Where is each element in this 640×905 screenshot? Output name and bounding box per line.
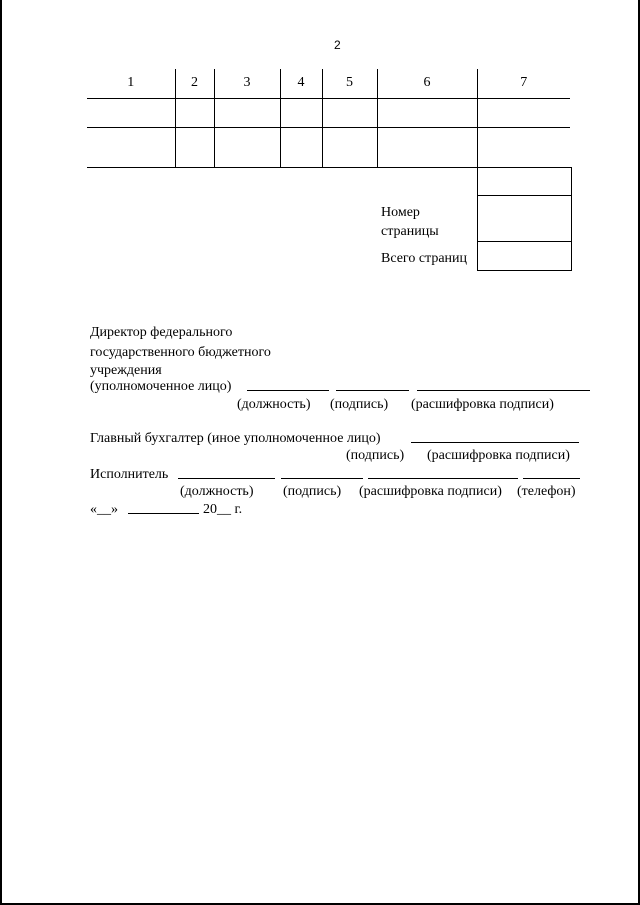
executor-position-caption: (должность) xyxy=(180,484,254,499)
accountant-signature-caption: (подпись) xyxy=(346,448,405,463)
date-year: 20__ г. xyxy=(203,502,243,517)
page-number-label: Номер страницы xyxy=(381,205,439,239)
table-cell xyxy=(87,98,175,127)
column-header-1: 1 xyxy=(87,69,175,98)
table-row xyxy=(87,98,570,127)
table-cell xyxy=(322,98,377,127)
side-cell-blank xyxy=(478,168,572,196)
accountant-signature-line xyxy=(411,442,579,443)
executor-signature-line xyxy=(281,478,363,479)
director-position-line xyxy=(247,390,329,391)
accountant-label: Главный бухгалтер (иное уполномоченное лицо) xyxy=(90,431,381,446)
table-cell xyxy=(87,127,175,167)
director-title-line1: Директор федерального xyxy=(90,325,233,340)
column-header-3: 3 xyxy=(214,69,280,98)
executor-decoding-line xyxy=(368,478,518,479)
accountant-decoding-caption: (расшифровка подписи) xyxy=(427,448,570,463)
table-cell xyxy=(175,127,214,167)
total-pages-cell xyxy=(478,242,572,271)
table-cell xyxy=(280,98,322,127)
table-row xyxy=(87,127,570,167)
table-cell xyxy=(322,127,377,167)
director-signature-caption: (подпись) xyxy=(330,397,389,412)
table-cell xyxy=(477,127,570,167)
director-decoding-caption: (расшифровка подписи) xyxy=(411,397,554,412)
page-edge-left xyxy=(0,0,2,905)
column-header-5: 5 xyxy=(322,69,377,98)
column-header-6: 6 xyxy=(377,69,477,98)
table-cell xyxy=(477,98,570,127)
column-header-2: 2 xyxy=(175,69,214,98)
table-cell xyxy=(377,127,477,167)
director-title-line4: (уполномоченное лицо) xyxy=(90,379,232,394)
executor-position-line xyxy=(178,478,275,479)
date-month-line xyxy=(128,513,199,514)
table-cell xyxy=(377,98,477,127)
director-decoding-line xyxy=(417,390,590,391)
director-signature-line xyxy=(336,390,409,391)
total-pages-label: Всего страниц xyxy=(381,251,468,266)
director-position-caption: (должность) xyxy=(237,397,311,412)
executor-label: Исполнитель xyxy=(90,467,169,482)
director-title-line2: государственного бюджетного xyxy=(90,345,271,360)
table-cell xyxy=(280,127,322,167)
executor-phone-caption: (телефон) xyxy=(517,484,576,499)
report-table xyxy=(87,69,570,168)
page-count-table xyxy=(477,167,572,271)
column-header-7: 7 xyxy=(477,69,570,98)
table-cell xyxy=(214,98,280,127)
table-cell xyxy=(175,98,214,127)
executor-signature-caption: (подпись) xyxy=(283,484,342,499)
table-header-row xyxy=(87,69,570,98)
date-day: «__» xyxy=(90,502,118,517)
director-title-line3: учреждения xyxy=(90,363,162,378)
table-cell xyxy=(214,127,280,167)
page-number: 2 xyxy=(334,38,341,52)
column-header-4: 4 xyxy=(280,69,322,98)
page-number-cell xyxy=(478,196,572,242)
executor-phone-line xyxy=(523,478,580,479)
executor-decoding-caption: (расшифровка подписи) xyxy=(359,484,502,499)
